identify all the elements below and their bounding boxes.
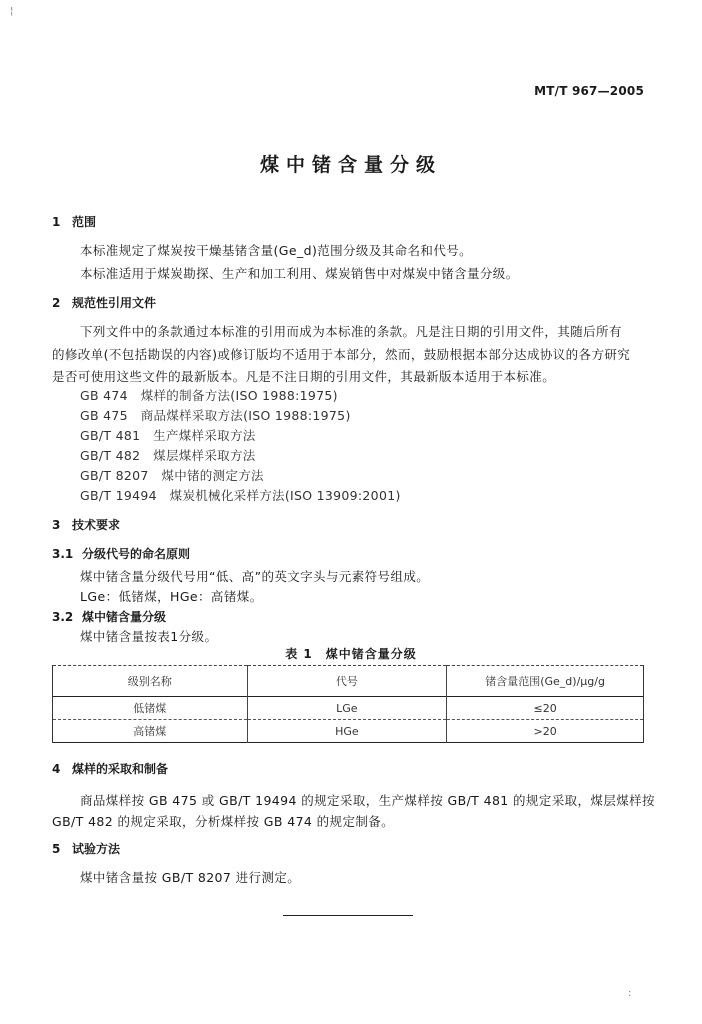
section-4-heading: 4 煤样的采取和制备	[52, 762, 169, 776]
table-cell: 高锗煤	[53, 720, 248, 743]
section-3-2-paragraph-1: 煤中锗含量按表1分级。	[80, 629, 218, 644]
section-4-line-1: 商品煤样按 GB 475 或 GB/T 19494 的规定采取，生产煤样按 GB/T 481 的规定采取，煤层煤样按	[80, 793, 655, 808]
table-cell: >20	[447, 720, 644, 743]
scan-mark: ¦	[10, 6, 14, 17]
reference-item: GB 475 商品煤样采取方法(ISO 1988:1975)	[80, 408, 351, 423]
section-1-paragraph-2: 本标准适用于煤炭勘探、生产和加工利用、煤炭销售中对煤炭中锗含量分级。	[80, 266, 519, 281]
end-rule	[283, 915, 413, 916]
table-row	[53, 697, 644, 720]
section-2-line-2: 的修改单(不包括勘误的内容)或修订版均不适用于本部分，然而，鼓励根据本部分达成协议的各方研究	[52, 347, 631, 362]
reference-item: GB/T 482 煤层煤样采取方法	[80, 448, 256, 463]
section-2-heading: 2 规范性引用文件	[52, 296, 157, 310]
section-1-paragraph-1: 本标准规定了煤炭按干燥基锗含量(Ge_d)范围分级及其命名和代号。	[80, 243, 473, 258]
table-cell: LGe	[247, 697, 447, 720]
reference-item: GB 474 煤样的制备方法(ISO 1988:1975)	[80, 388, 338, 403]
table-cell: HGe	[247, 720, 447, 743]
table-row	[53, 720, 644, 743]
table-header-cell: 级别名称	[53, 666, 248, 697]
section-3-heading: 3 技术要求	[52, 518, 121, 532]
table-cell: 低锗煤	[53, 697, 248, 720]
section-3-1-paragraph-2: LGe：低锗煤，HGe：高锗煤。	[80, 589, 263, 604]
table-header-row	[53, 666, 644, 697]
section-3-1-paragraph-1: 煤中锗含量分级代号用“低、高”的英文字头与元素符号组成。	[80, 569, 430, 584]
standard-code: MT/T 967—2005	[534, 84, 644, 98]
reference-item: GB/T 8207 煤中锗的测定方法	[80, 468, 264, 483]
section-2-line-3: 是否可使用这些文件的最新版本。凡是不注日期的引用文件，其最新版本适用于本标准。	[52, 369, 556, 384]
section-5-paragraph-1: 煤中锗含量按 GB/T 8207 进行测定。	[80, 870, 301, 885]
section-3-2-heading: 3.2 煤中锗含量分级	[52, 610, 167, 624]
reference-item: GB/T 481 生产煤样采取方法	[80, 428, 256, 443]
reference-item: GB/T 19494 煤炭机械化采样方法(ISO 13909:2001)	[80, 488, 401, 503]
section-5-heading: 5 试验方法	[52, 842, 121, 856]
table-caption: 表 1 煤中锗含量分级	[285, 647, 417, 661]
section-2-line-1: 下列文件中的条款通过本标准的引用而成为本标准的条款。凡是注日期的引用文件，其随后所有	[80, 324, 622, 339]
table-cell: ≤20	[447, 697, 644, 720]
scan-mark: :	[628, 988, 632, 999]
section-4-line-2: GB/T 482 的规定采取，分析煤样按 GB 474 的规定制备。	[52, 814, 395, 829]
section-3-1-heading: 3.1 分级代号的命名原则	[52, 547, 191, 561]
section-1-heading: 1 范围	[52, 215, 97, 229]
table-header-cell: 代号	[247, 666, 447, 697]
document-title: 煤中锗含量分级	[259, 154, 442, 176]
germanium-grading-table	[52, 665, 644, 743]
table-header-cell: 锗含量范围(Ge_d)/μg/g	[447, 666, 644, 697]
